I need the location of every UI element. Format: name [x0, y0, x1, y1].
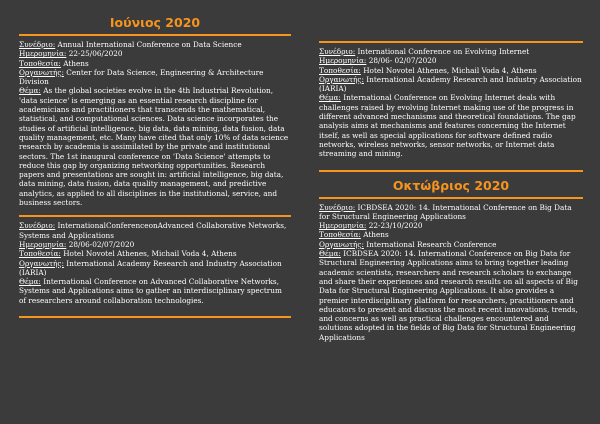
organizer-label: Οργανωτής: [19, 258, 64, 268]
top-divider [319, 0, 583, 43]
conference-date: 22-23/10/2020 [368, 221, 423, 231]
organizer-label: Οργανωτής: [319, 239, 364, 249]
conference-entry [19, 215, 291, 310]
conference-organizer: International Academy Research and Industry Association (IARIA) [319, 74, 582, 94]
organizer-label: Οργανωτής: [319, 74, 364, 84]
conference-organizer: International Research Conference [366, 239, 497, 249]
topic-label: Θέμα: [319, 93, 341, 103]
conference-label: Συνέδριο: [319, 202, 356, 212]
conference-topic: International Conference on Evolving Internet deals with challenges raised by evolving Internet making use of the progress in different advanced mechanisms and theoretical foundations. The gap analysis aims at mechanisms and features concerning the Internet itself, as well as special applications for software defined radio networks, wireless networks, sensor networks, or Internet data streaming and mining. [319, 93, 576, 159]
conference-location: Hotel Novotel Athenes, Michail Voda 4, Athens [363, 65, 537, 75]
location-label: Τοποθεσία: [319, 230, 361, 240]
conference-entry [319, 199, 583, 347]
conference-label: Συνέδριο: [319, 47, 356, 56]
conference-location: Athens [363, 230, 389, 240]
conference-topic: As the global societies evolve in the 4th Industrial Revolution, 'data science' is emerging as an essential research discipline for academicians and practitioners that transcends the mathematical, statistical, and computational sciences. Data science incorporates the studies of artificial intelligence, big data, data mining, data fusion, data quality management, etc. Many have cited that only 10% of data science research by academia is assimilated by the private and institutional sectors. The 1st inaugural conference on 'Data Science' attempts to reduce this gap by organizing networking opportunities. Research papers and presentations are sought in: artificial intelligence, big data, data mining, data fusion, data quality management, and predictive analytics, as applied to all disciplines in the institutional, service, and business sectors. [19, 86, 289, 208]
left-column [19, 0, 291, 318]
conference-location: Hotel Novotel Athenes, Michail Voda 4, Athens [63, 249, 237, 259]
conference-organizer: International Academy Research and Industry Association (IARIA) [19, 258, 282, 277]
location-label: Τοποθεσία: [19, 58, 61, 68]
conference-label: Συνέδριο: [19, 40, 56, 49]
month-heading-october: Οκτώβριος 2020 [319, 170, 583, 199]
month-heading-june: Ιούνιος 2020 [19, 0, 291, 36]
location-label: Τοποθεσία: [19, 249, 61, 259]
conference-entry [319, 43, 583, 164]
conference-label: Συνέδριο: [19, 221, 56, 231]
conference-name: InternationalConferenceonAdvanced Collaborative Networks, Systems and Applications [19, 221, 287, 240]
conference-name: International Conference on Evolving Internet [357, 47, 530, 56]
organizer-label: Οργανωτής: [19, 67, 64, 77]
topic-label: Θέμα: [19, 277, 41, 287]
conference-name: ICBDSEA 2020: 14. International Conference on Big Data for Structural Engineering Applications [319, 202, 572, 221]
conference-organizer: Center for Data Science, Engineering & Architecture Division [19, 67, 264, 87]
topic-label: Θέμα: [19, 86, 41, 96]
date-label: Ημερομηνία: [319, 56, 367, 66]
location-label: Τοποθεσία: [319, 65, 361, 75]
conference-entry [19, 36, 291, 212]
conference-date: 22-25/06/2020 [68, 49, 123, 59]
date-label: Ημερομηνία: [19, 239, 67, 249]
conference-date: 28/06- 02/07/2020 [368, 56, 437, 66]
conference-date: 28/06-02/07/2020 [68, 239, 135, 249]
conference-name: Annual International Conference on Data Science [57, 40, 242, 49]
section-divider [19, 316, 291, 318]
right-column [319, 0, 583, 347]
conference-location: Athens [63, 58, 89, 68]
topic-label: Θέμα: [319, 249, 341, 259]
conference-topic: International Conference on Advanced Collaborative Networks, Systems and Applications aims to gather an interdisciplinary spectrum of researchers around collaboration technologies. [19, 277, 282, 305]
conference-topic: ICBDSEA 2020: 14. International Conference on Big Data for Structural Engineering Applications aims to bring together leading academic scientists, researchers and research scholars to exchange and share their experiences and research results on all aspects of Big Data for Structural Engineering Applications. It also provides a premier interdisciplinary platform for researchers, practitioners and educators to present and discuss the most recent innovations, trends, and concerns as well as practical challenges encountered and solutions adopted in the fields of Big Data for Structural Engineering Applications [319, 249, 578, 342]
date-label: Ημερομηνία: [19, 49, 67, 59]
date-label: Ημερομηνία: [319, 221, 367, 231]
